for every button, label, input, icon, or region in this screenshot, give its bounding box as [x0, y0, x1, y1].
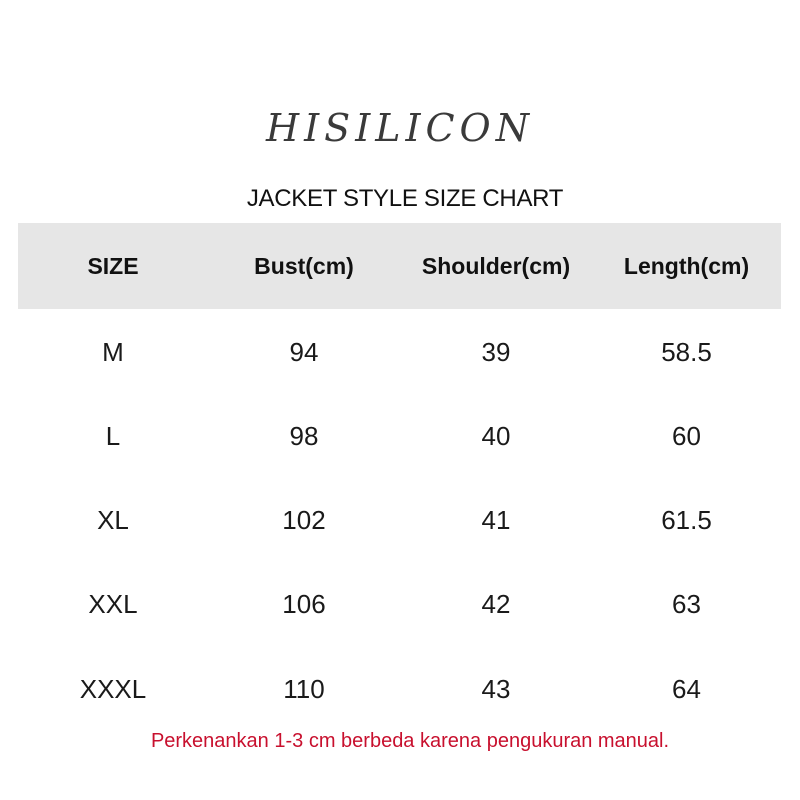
measurement-note: Perkenankan 1-3 cm berbeda karena pengukuran manual. — [150, 730, 670, 752]
cell-bust: 110 — [283, 674, 325, 704]
header-bust: Bust(cm) — [254, 253, 354, 279]
cell-bust: 94 — [289, 337, 319, 367]
cell-length: 64 — [672, 674, 701, 704]
cell-length: 61.5 — [661, 505, 712, 535]
cell-size: L — [105, 421, 121, 451]
cell-bust: 98 — [289, 421, 319, 451]
cell-size: XL — [97, 505, 129, 535]
cell-shoulder: 42 — [481, 589, 511, 619]
header-shoulder: Shoulder(cm) — [421, 253, 571, 279]
header-length: Length(cm) — [623, 253, 750, 279]
brand-logo: HISILICON — [266, 106, 534, 150]
cell-shoulder: 39 — [481, 337, 511, 367]
cell-size: XXL — [88, 589, 138, 619]
cell-shoulder: 43 — [481, 674, 511, 704]
cell-bust: 106 — [282, 589, 326, 619]
cell-length: 58.5 — [661, 337, 712, 367]
cell-shoulder: 41 — [481, 505, 511, 535]
cell-shoulder: 40 — [481, 421, 511, 451]
chart-title: JACKET STYLE SIZE CHART — [246, 185, 564, 212]
header-size: SIZE — [87, 253, 139, 279]
cell-size: XXXL — [79, 674, 147, 704]
cell-length: 63 — [672, 589, 701, 619]
cell-length: 60 — [672, 421, 701, 451]
cell-size: M — [102, 337, 124, 367]
cell-bust: 102 — [282, 505, 326, 535]
